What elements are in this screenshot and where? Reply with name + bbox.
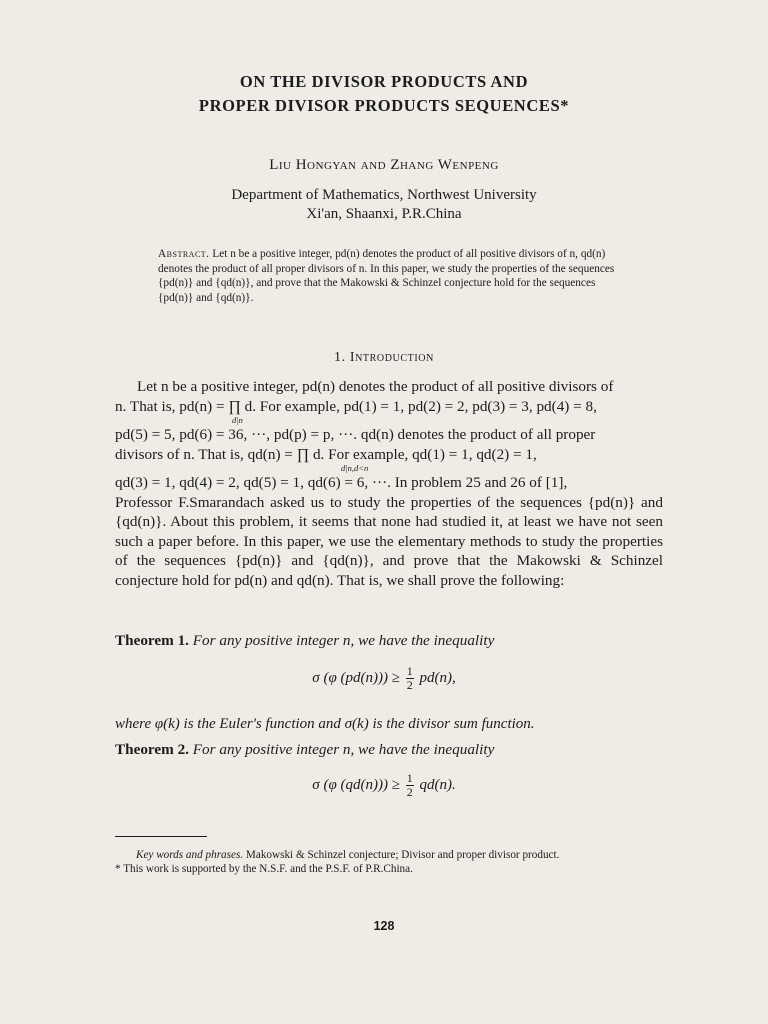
formula-2-right: qd(n). — [419, 776, 456, 793]
theorem-2-formula — [0, 772, 768, 799]
keywords-text: Makowski & Schinzel conjecture; Divisor and proper divisor product. — [245, 849, 560, 861]
theorem-1-formula — [0, 665, 768, 692]
formula-1-left: σ (φ (pd(n))) ≥ — [312, 669, 400, 686]
theorem-2-label: Theorem 2. — [115, 741, 189, 758]
fraction-denominator: 2 — [406, 678, 413, 692]
product-index-1: d|n — [232, 415, 243, 425]
paper-title-line-1: ON THE DIVISOR PRODUCTS AND — [239, 72, 529, 91]
footnote-keywords — [136, 848, 696, 862]
intro-rest: Professor F.Smarandach asked us to study the properties of the sequences {pd(n)} and {qd(n)}. About this problem, it seems that none had studied it, at least we have not seen such a paper before. In this paper, we use the elementary methods to study the properties of the sequences {pd(n)} and {qd(n)}, and prove that the Makowski & Schinzel conjecture hold for pd(n) and qd(n). That is, we shall prove the following: — [115, 493, 663, 589]
fraction-numerator: 1 — [406, 771, 413, 785]
formula-1-fraction — [406, 665, 414, 692]
theorem-1 — [115, 631, 663, 650]
keywords-label: Key words and phrases. — [136, 849, 244, 861]
fraction-numerator: 1 — [406, 664, 413, 678]
intro-paragraph — [115, 377, 663, 590]
paper-title-line-2: PROPER DIVISOR PRODUCTS SEQUENCES* — [198, 96, 570, 115]
intro-line-5: qd(3) = 1, qd(4) = 2, qd(5) = 1, qd(6) = 6, ···. In problem 25 and 26 of [1], — [115, 474, 568, 491]
formula-1-right: pd(n), — [419, 669, 456, 686]
footnote-divider — [115, 836, 207, 837]
formula-2-left: σ (φ (qd(n))) ≥ — [312, 776, 400, 793]
section-heading: 1. Introduction — [334, 350, 434, 365]
formula-2-fraction — [406, 772, 414, 799]
footnote-support: * This work is supported by the N.S.F. and the P.S.F. of P.R.China. — [115, 863, 413, 875]
abstract — [158, 247, 628, 305]
theorem-1-statement: For any positive integer n, we have the inequality — [192, 632, 495, 649]
abstract-label: Abstract. — [158, 248, 210, 260]
intro-line-1: Let n be a positive integer, pd(n) denotes the product of all positive divisors of — [137, 378, 614, 395]
intro-line-4: divisors of n. That is, qd(n) = ∏ d. For example, qd(1) = 1, qd(2) = 1, — [115, 445, 537, 463]
affiliation-line-1: Department of Mathematics, Northwest University — [231, 187, 537, 203]
abstract-text: Let n be a positive integer, pd(n) denotes the product of all positive divisors of n, qd(n) denotes the product of all proper divisors of n. In this paper, we study the properties of the sequences {pd(n)} and {qd(n)}, and prove that the Makowski & Schinzel conjecture hold for the sequences {pd(n)} and {qd(n)}. — [158, 248, 615, 304]
theorem-1-where-clause: where φ(k) is the Euler's function and σ(k) is the divisor sum function. — [115, 716, 535, 732]
product-index-2: d|n,d<n — [341, 463, 369, 473]
intro-line-3: pd(5) = 5, pd(6) = 36, ···, pd(p) = p, ···. qd(n) denotes the product of all proper — [115, 426, 596, 443]
authors: Liu Hongyan and Zhang Wenpeng — [269, 157, 499, 173]
theorem-2 — [115, 740, 663, 759]
intro-line-2: n. That is, pd(n) = ∏ d. For example, pd(1) = 1, pd(2) = 2, pd(3) = 3, pd(4) = 8, — [115, 397, 597, 415]
affiliation-line-2: Xi'an, Shaanxi, P.R.China — [306, 206, 462, 222]
page-number: 128 — [373, 919, 395, 933]
theorem-2-statement: For any positive integer n, we have the inequality — [192, 741, 495, 758]
fraction-denominator: 2 — [406, 785, 413, 799]
theorem-1-label: Theorem 1. — [115, 632, 189, 649]
